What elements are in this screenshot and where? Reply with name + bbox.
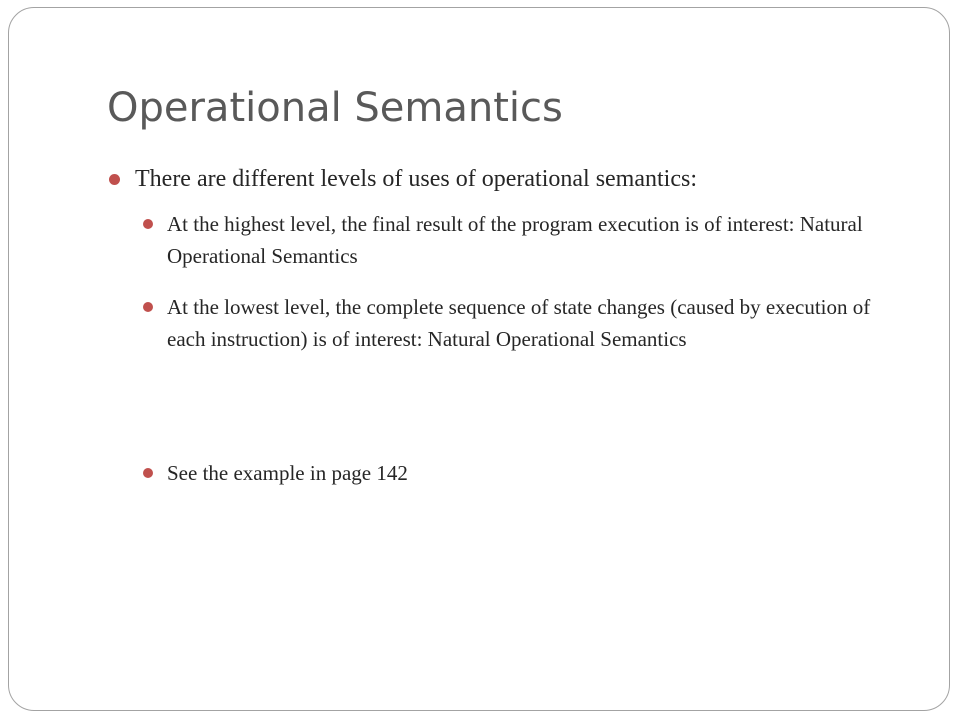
bullet-text: There are different levels of uses of operational semantics: <box>135 166 697 192</box>
bullet-text: At the highest level, the final result of the program execution is of interest: Natural Operational Semantics <box>167 212 863 268</box>
bullet-dot-icon <box>143 468 153 478</box>
slide-title: Operational Semantics <box>107 85 563 131</box>
bullet-text: At the lowest level, the complete sequence of state changes (caused by execution of each instruction) is of interest: Natural Operational Semantics <box>167 295 871 351</box>
sub-bullet-lowest-level <box>139 291 899 355</box>
bullet-dot-icon <box>143 302 153 312</box>
bullet-dot-icon <box>143 219 153 229</box>
sub-bullet-example <box>139 457 899 489</box>
bullet-item-levels <box>107 163 935 195</box>
bullet-dot-icon <box>109 174 120 185</box>
sub-bullet-highest-level <box>139 208 899 272</box>
bullet-text: See the example in page 142 <box>167 461 408 485</box>
